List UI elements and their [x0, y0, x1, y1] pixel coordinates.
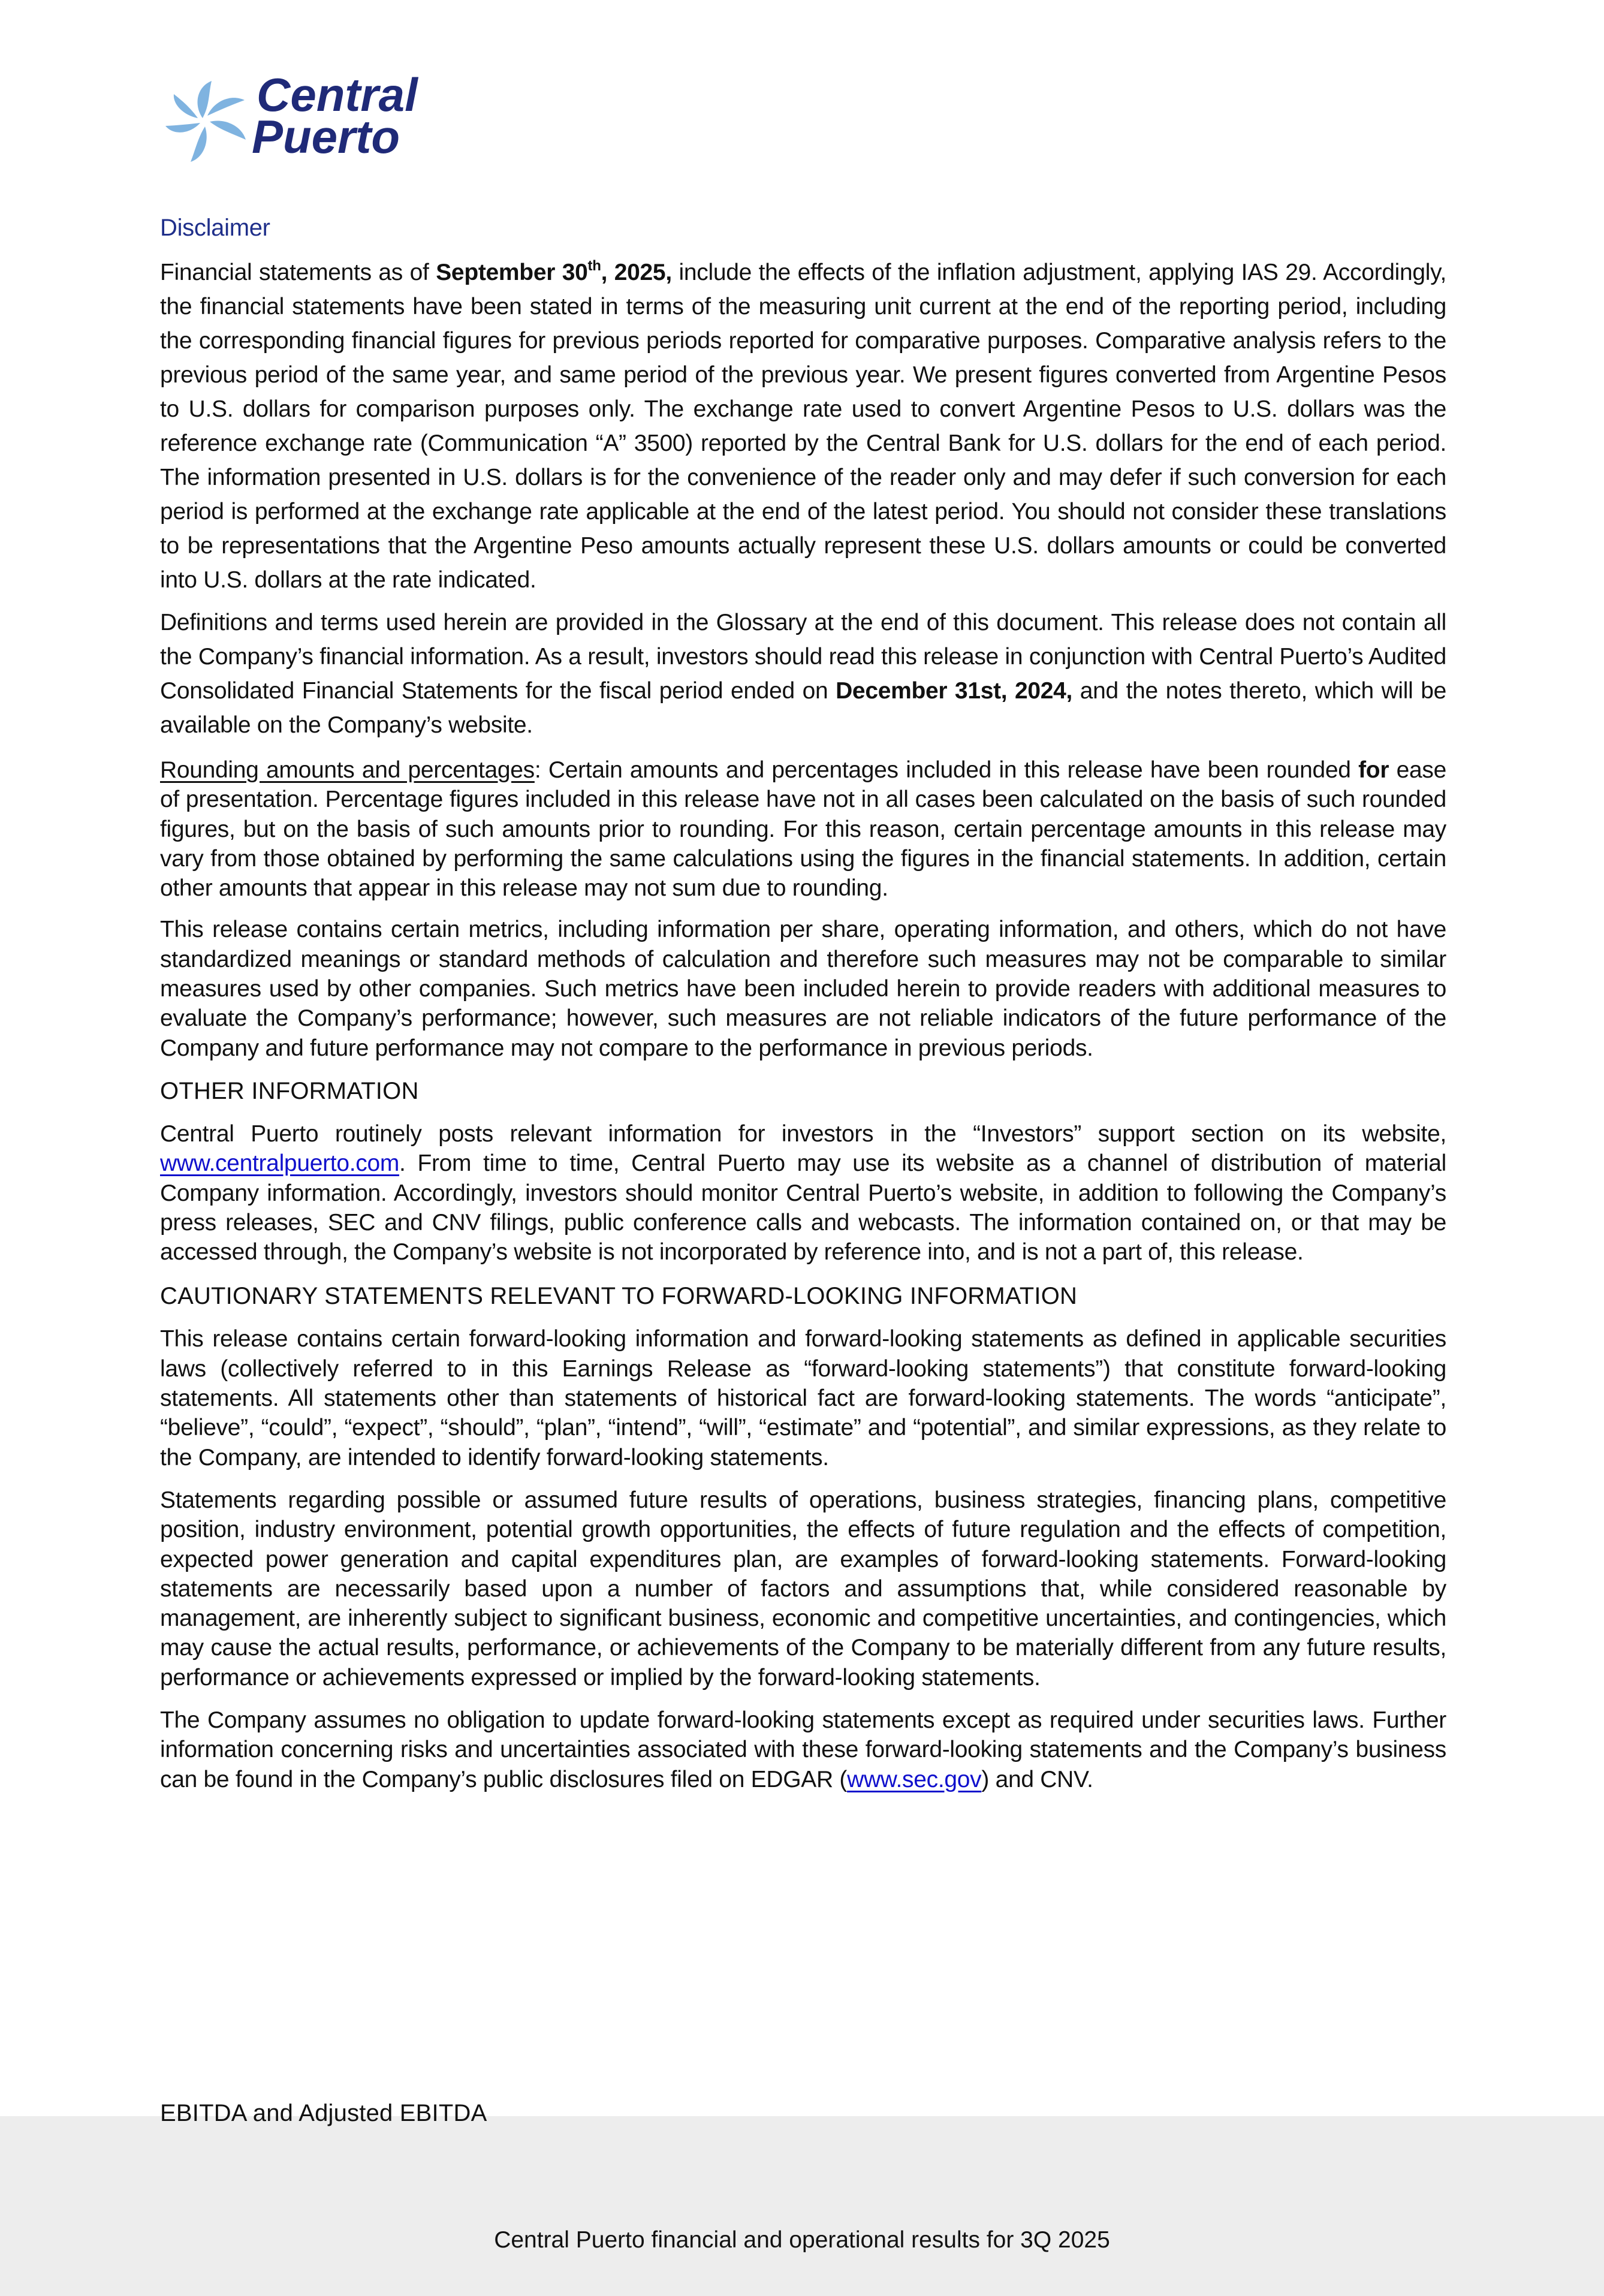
bold-date: December 31st, 2024, [836, 678, 1073, 704]
rounding-paragraph: Rounding amounts and percentages: Certain amounts and percentages included in this release have been rounded for ease of presentation. Percentage figures included in this release have not in all cases been calculated on the basis of such rounded figures, but on the basis of such amounts prior to rounding. For this reason, certain percentage amounts in this release may vary from those obtained by performing the same calculations using the figures in the financial statements. In addition, certain other amounts that appear in this release may not sum due to rounding. [160, 757, 1447, 902]
logo-text-central: Central [257, 68, 418, 121]
rounding-subheading: Rounding amounts and percentages [160, 757, 535, 783]
disclaimer-paragraph-2: Definitions and terms used herein are provided in the Glossary at the end of this document. This release does not contain all the Company’s financial information. As a result, investors should read this release in conjunction with Central Puerto’s Audited Consolidated Financial Statements for the fiscal period ended on December 31st, 2024, and the notes thereto, which will be available on the Company’s website. [160, 610, 1446, 738]
footer-band [0, 2116, 1604, 2296]
disclaimer-heading: Disclaimer [160, 215, 270, 241]
page-footer-text: Central Puerto financial and operational results for 3Q 2025 [494, 2227, 1110, 2253]
other-information-heading: OTHER INFORMATION [160, 1077, 419, 1104]
centralpuerto-website-link[interactable]: www.centralpuerto.com [160, 1150, 400, 1177]
company-logo [161, 63, 442, 168]
disclaimer-paragraph-1: Financial statements as of September 30th, 2025, include the effects of the inflation adjustment, applying IAS 29. Accordingly, the financial statements have been stated in terms of the measuring unit current at the end of the reporting period, including the corresponding financial figures for previous periods reported for comparative purposes. Comparative analysis refers to the previous period of the same year, and same period of the previous year. We present figures converted from Argentine Pesos to U.S. dollars for comparison purposes only. The exchange rate used to convert Argentine Pesos to U.S. dollars was the reference exchange rate (Communication “A” 3500) reported by the Central Bank for U.S. dollars for the end of each period. The information presented in U.S. dollars is for the convenience of the reader only and may defer if such conversion for each period is performed at the exchange rate applicable at the end of the latest period. You should not consider these translations to be representations that the Argentine Peso amounts actually represent these U.S. dollars amounts or could be converted into U.S. dollars at the rate indicated. [160, 258, 1447, 593]
sec-gov-link[interactable]: www.sec.gov [847, 1766, 982, 1792]
cautionary-paragraph-2: Statements regarding possible or assumed future results of operations, business strategies, financing plans, competitive position, industry environment, potential growth opportunities, the effects of future regulation and the effects of competition, expected power generation and capital expenditures plan, are examples of forward-looking statements. Forward-looking statements are necessarily based upon a number of factors and assumptions that, while considered reasonable by management, are inherently subject to significant business, economic and competitive uncertainties, and contingencies, which may cause the actual results, performance, or achievements of the Company to be materially different from any future results, performance or achievements expressed or implied by the forward-looking statements. [160, 1487, 1446, 1691]
cautionary-paragraph-3: The Company assumes no obligation to update forward-looking statements except as required under securities laws. Further information concerning risks and uncertainties associated with these forward-looking statements and the Company’s business can be found in the Company’s public disclosures filed on EDGAR (www.sec.gov) and CNV. [160, 1707, 1446, 1792]
cautionary-paragraph-1: This release contains certain forward-looking information and forward-looking statements as defined in applicable securities laws (collectively referred to in this Earnings Release as “forward-looking statements”) that constitute forward-looking statements. All statements other than statements of historical fact are forward-looking statements. The words “anticipate”, “believe”, “could”, “expect”, “should”, “plan”, “intend”, “will”, “estimate” and “potential”, and similar expressions, as they relate to the Company, are intended to identify forward-looking statements. [160, 1326, 1446, 1471]
cautionary-heading: CAUTIONARY STATEMENTS RELEVANT TO FORWARD-LOOKING INFORMATION [160, 1283, 1078, 1310]
metrics-paragraph: This release contains certain metrics, including information per share, operating information, and others, which do not have standardized meanings or standard methods of calculation and therefore such measures may not be comparable to similar measures used by other companies. Such metrics have been included herein to provide readers with additional measures to evaluate the Company’s performance; however, such measures are not reliable indicators of the future performance of the Company and future performance may not compare to the performance in previous periods. [160, 917, 1446, 1061]
document-body [160, 211, 1446, 1794]
bold-date: September 30th, 2025, [436, 258, 672, 285]
turbine-pinwheel-icon [165, 81, 246, 162]
logo-text-puerto: Puerto [252, 110, 400, 163]
other-information-paragraph: Central Puerto routinely posts relevant information for investors in the “Investors” support section on its website, www.centralpuerto.com. From time to time, Central Puerto may use its website as a channel of distribution of material Company information. Accordingly, investors should monitor Central Puerto’s website, in addition to following the Company’s press releases, SEC and CNV filings, public conference calls and webcasts. The information contained on, or that may be accessed through, the Company’s website is not incorporated by reference into, and is not a part of, this release. [160, 1120, 1446, 1265]
ebitda-heading: EBITDA and Adjusted EBITDA [160, 2100, 487, 2126]
